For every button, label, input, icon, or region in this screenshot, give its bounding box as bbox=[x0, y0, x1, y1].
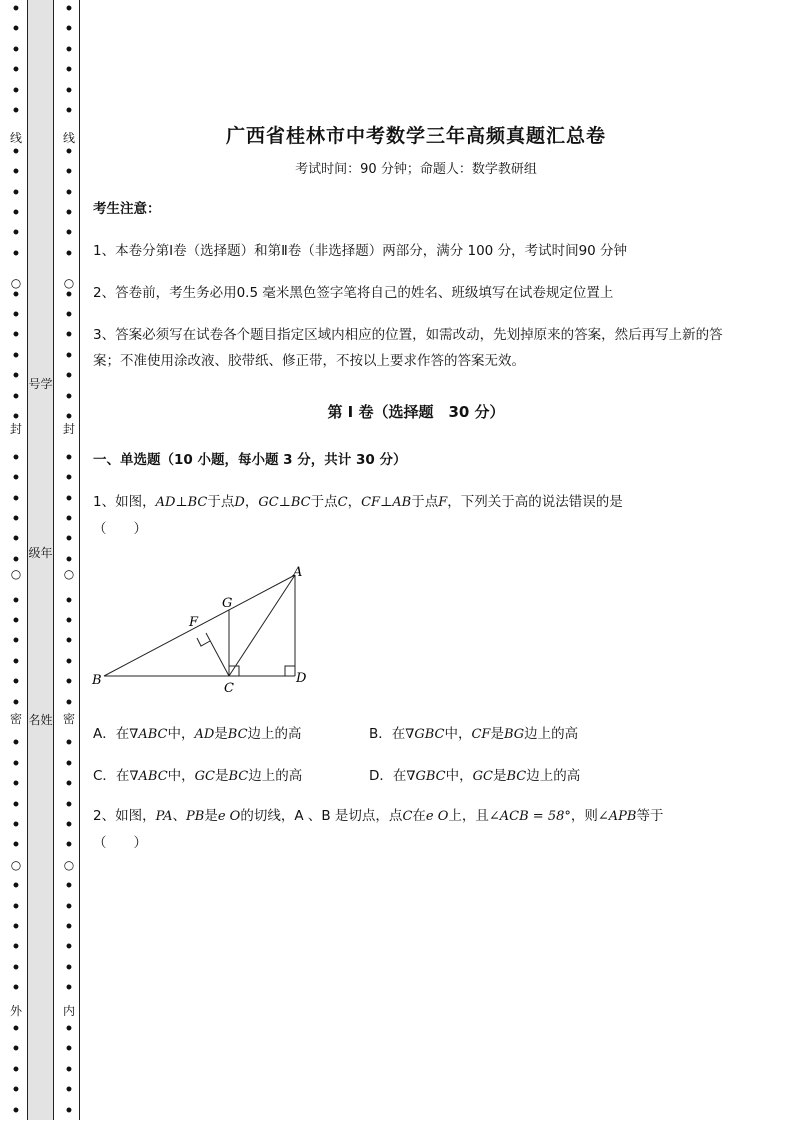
answer-blank: （ ） bbox=[93, 521, 147, 537]
seal-dot: • bbox=[11, 287, 21, 303]
seal-dot: • bbox=[11, 776, 21, 792]
seal-dot: • bbox=[64, 389, 74, 405]
q2-text: 在 bbox=[412, 808, 426, 824]
option-text: 中， bbox=[445, 768, 473, 784]
option-math: BC bbox=[506, 769, 527, 784]
option-math: GC bbox=[472, 769, 493, 784]
seal-dot: • bbox=[64, 1103, 74, 1119]
section-title: 第 I 卷（选择题 30 分） bbox=[327, 403, 505, 421]
notice-item: 3、答案必须写在试卷各个题目指定区域内相应的位置，如需改动，先划掉原来的答案，然后再写上新的答案；不准使用涂改液、胶带纸、修正带，不按以上要求作答的答案无效。 bbox=[93, 327, 723, 369]
seal-dot: • bbox=[11, 83, 21, 99]
q1-text: ， bbox=[347, 494, 362, 510]
seal-dot: • bbox=[11, 1, 21, 17]
option-math: AD bbox=[194, 727, 215, 742]
seal-dot: • bbox=[11, 1041, 21, 1057]
seal-dot: • bbox=[64, 287, 74, 303]
seal-dot: • bbox=[11, 389, 21, 405]
seal-dot: • bbox=[64, 980, 74, 996]
option-text: 是 bbox=[214, 726, 228, 742]
q1-text: 1、如图， bbox=[93, 494, 156, 510]
notice-item: 1、本卷分第Ⅰ卷（选择题）和第Ⅱ卷（非选择题）两部分，满分 100 分，考试时间90 分钟 bbox=[93, 243, 628, 259]
seal-dot: • bbox=[64, 470, 74, 486]
seal-dot: • bbox=[64, 103, 74, 119]
seal-dot: • bbox=[64, 348, 74, 364]
seal-dot: • bbox=[11, 1103, 21, 1119]
q2-math: PB bbox=[186, 809, 205, 824]
q2-math: ∠APB bbox=[597, 809, 637, 824]
student-number-label: 号学 bbox=[28, 377, 53, 391]
seal-dot: • bbox=[64, 368, 74, 384]
q2-math: C bbox=[402, 809, 413, 824]
seal-dot: • bbox=[11, 21, 21, 37]
seal-dot: • bbox=[64, 1, 74, 17]
q2-math: e O bbox=[217, 809, 241, 824]
seal-dot: • bbox=[11, 42, 21, 58]
seal-dot: • bbox=[64, 62, 74, 78]
seal-dot: • bbox=[64, 654, 74, 670]
name-label: 名姓 bbox=[28, 713, 53, 727]
seal-dot: • bbox=[64, 633, 74, 649]
label-f: F bbox=[189, 615, 199, 630]
seal-dot: • bbox=[11, 205, 21, 221]
segment-ab bbox=[104, 575, 295, 676]
seal-dot: • bbox=[11, 491, 21, 507]
option-text: 中， bbox=[167, 768, 195, 784]
seal-dot: • bbox=[64, 1021, 74, 1037]
q2-text: 2、如图， bbox=[93, 808, 156, 824]
option-d[interactable] bbox=[369, 764, 580, 784]
seal-dot: • bbox=[11, 899, 21, 915]
seal-circle: ○ bbox=[10, 567, 22, 581]
seal-mark: 内 bbox=[63, 1004, 76, 1018]
option-text: 边上的高 bbox=[247, 726, 302, 742]
seal-circle: ○ bbox=[63, 858, 75, 872]
seal-dot: • bbox=[64, 409, 74, 425]
seal-dot: • bbox=[11, 837, 21, 853]
seal-dot: • bbox=[64, 225, 74, 241]
q1-math: D bbox=[234, 495, 245, 510]
seal-dot: • bbox=[64, 593, 74, 609]
seal-mark: 线 bbox=[10, 131, 23, 145]
option-text: 中， bbox=[167, 726, 195, 742]
q2-text: 、 bbox=[172, 808, 187, 824]
seal-dot: • bbox=[11, 368, 21, 384]
seal-mark: 封 bbox=[10, 422, 23, 436]
segment-cf bbox=[206, 633, 229, 676]
seal-dot: • bbox=[64, 960, 74, 976]
seal-dot: • bbox=[11, 246, 21, 262]
option-text: 边上的高 bbox=[524, 726, 579, 742]
option-math: ∇ABC bbox=[129, 727, 168, 742]
seal-dot: • bbox=[11, 1082, 21, 1098]
option-math: BC bbox=[227, 727, 248, 742]
seal-dot: • bbox=[11, 919, 21, 935]
seal-dot: • bbox=[11, 1021, 21, 1037]
seal-dot: • bbox=[11, 450, 21, 466]
seal-dot: • bbox=[11, 735, 21, 751]
seal-dot: • bbox=[64, 695, 74, 711]
q1-math: F bbox=[438, 495, 448, 510]
label-b: B bbox=[92, 673, 102, 688]
seal-dot: • bbox=[64, 735, 74, 751]
seal-dot: • bbox=[11, 817, 21, 833]
q1-text: ，下列关于高的说法错误的是 bbox=[447, 494, 623, 510]
label-d: D bbox=[296, 671, 307, 686]
seal-mark: 线 bbox=[63, 131, 76, 145]
seal-dot: • bbox=[64, 817, 74, 833]
seal-dot: • bbox=[11, 103, 21, 119]
option-text: 中， bbox=[444, 726, 472, 742]
seal-dot: • bbox=[64, 1082, 74, 1098]
option-text: C．在 bbox=[93, 768, 130, 784]
seal-dot: • bbox=[64, 552, 74, 568]
option-text: 边上的高 bbox=[526, 768, 581, 784]
seal-mark: 外 bbox=[10, 1004, 23, 1018]
seal-dot: • bbox=[64, 327, 74, 343]
seal-dot: • bbox=[11, 756, 21, 772]
seal-dot: • bbox=[64, 511, 74, 527]
seal-dot: • bbox=[64, 1041, 74, 1057]
q1-text: 于点 bbox=[310, 494, 338, 510]
option-text: 是 bbox=[215, 768, 229, 784]
seal-dot: • bbox=[11, 185, 21, 201]
seal-dot: • bbox=[64, 878, 74, 894]
seal-dot: • bbox=[11, 531, 21, 547]
option-text: A．在 bbox=[93, 726, 130, 742]
option-math: CF bbox=[471, 727, 491, 742]
option-math: ∇GBC bbox=[406, 769, 446, 784]
seal-dot: • bbox=[64, 144, 74, 160]
q2-text: ，则 bbox=[570, 808, 598, 824]
seal-dot: • bbox=[64, 21, 74, 37]
seal-dot: • bbox=[11, 695, 21, 711]
seal-circle: ○ bbox=[63, 567, 75, 581]
seal-dot: • bbox=[64, 83, 74, 99]
seal-mark: 封 bbox=[63, 422, 76, 436]
q1-math: C bbox=[337, 495, 348, 510]
q2-math: PA bbox=[155, 809, 173, 824]
option-c[interactable] bbox=[93, 764, 302, 784]
option-b[interactable] bbox=[369, 722, 578, 742]
option-text: B．在 bbox=[369, 726, 406, 742]
seal-dot: • bbox=[11, 307, 21, 323]
q1-math: CF⊥AB bbox=[361, 495, 412, 510]
seal-dot: • bbox=[11, 633, 21, 649]
q2-text: 等于 bbox=[636, 808, 664, 824]
seal-dot: • bbox=[64, 42, 74, 58]
seal-dot: • bbox=[11, 327, 21, 343]
binding-border-line bbox=[79, 0, 80, 1120]
option-a[interactable] bbox=[93, 722, 302, 742]
part-heading: 一、单选题（10 小题，每小题 3 分，共计 30 分） bbox=[93, 452, 407, 468]
seal-dot: • bbox=[64, 837, 74, 853]
q1-math: AD⊥BC bbox=[155, 495, 208, 510]
notice-heading: 考生注意： bbox=[93, 201, 161, 217]
seal-dot: • bbox=[11, 552, 21, 568]
seal-dot: • bbox=[64, 205, 74, 221]
seal-dot: • bbox=[64, 491, 74, 507]
seal-dot: • bbox=[11, 980, 21, 996]
option-math: BC bbox=[228, 769, 249, 784]
label-c: C bbox=[224, 681, 234, 696]
seal-dot: • bbox=[64, 919, 74, 935]
q2-text: 是 bbox=[204, 808, 218, 824]
seal-dot: • bbox=[11, 1062, 21, 1078]
seal-dot: • bbox=[11, 939, 21, 955]
inner-seal-column bbox=[63, 0, 75, 1120]
q1-text: 于点 bbox=[411, 494, 439, 510]
seal-dot: • bbox=[11, 348, 21, 364]
seal-dot: • bbox=[64, 939, 74, 955]
seal-dot: • bbox=[64, 1062, 74, 1078]
q1-text: 于点 bbox=[207, 494, 235, 510]
seal-dot: • bbox=[64, 899, 74, 915]
seal-dot: • bbox=[11, 654, 21, 670]
q2-math: ∠ACB = 58° bbox=[488, 809, 571, 824]
seal-dot: • bbox=[11, 878, 21, 894]
triangle-figure bbox=[90, 560, 320, 700]
option-math: BG bbox=[503, 727, 525, 742]
q2-text: 上，且 bbox=[448, 808, 489, 824]
seal-dot: • bbox=[11, 511, 21, 527]
seal-dot: • bbox=[11, 613, 21, 629]
seal-dot: • bbox=[64, 246, 74, 262]
label-a: A bbox=[293, 565, 303, 580]
seal-dot: • bbox=[64, 164, 74, 180]
segment-ac bbox=[229, 575, 295, 676]
seal-dot: • bbox=[64, 185, 74, 201]
seal-dot: • bbox=[11, 164, 21, 180]
answer-blank: （ ） bbox=[93, 835, 147, 851]
seal-dot: • bbox=[64, 450, 74, 466]
seal-dot: • bbox=[64, 776, 74, 792]
seal-dot: • bbox=[11, 62, 21, 78]
option-text: 是 bbox=[490, 726, 504, 742]
option-text: 边上的高 bbox=[248, 768, 303, 784]
q2-math: e O bbox=[425, 809, 449, 824]
seal-dot: • bbox=[64, 613, 74, 629]
seal-mark: 密 bbox=[63, 712, 76, 726]
option-math: ∇ABC bbox=[129, 769, 168, 784]
seal-dot: • bbox=[64, 531, 74, 547]
seal-circle: ○ bbox=[10, 858, 22, 872]
seal-dot: • bbox=[11, 144, 21, 160]
seal-circle: ○ bbox=[10, 276, 22, 290]
seal-dot: • bbox=[11, 409, 21, 425]
right-angle-f bbox=[197, 638, 210, 646]
seal-dot: • bbox=[11, 797, 21, 813]
seal-dot: • bbox=[64, 797, 74, 813]
seal-dot: • bbox=[64, 307, 74, 323]
seal-dot: • bbox=[64, 756, 74, 772]
seal-dot: • bbox=[11, 674, 21, 690]
outer-seal-column bbox=[10, 0, 22, 1120]
right-angle-d bbox=[285, 666, 295, 676]
q1-text: ， bbox=[244, 494, 259, 510]
q2-text: 的切线，A 、B 是切点，点 bbox=[240, 808, 403, 824]
seal-dot: • bbox=[11, 593, 21, 609]
seal-circle: ○ bbox=[63, 276, 75, 290]
seal-dot: • bbox=[11, 470, 21, 486]
option-text: D．在 bbox=[369, 768, 407, 784]
notice-item: 2、答卷前，考生务必用0.5 毫米黑色签字笔将自己的姓名、班级填写在试卷规定位置上 bbox=[93, 285, 614, 301]
seal-dot: • bbox=[11, 960, 21, 976]
question-1 bbox=[93, 489, 753, 542]
class-label: 级年 bbox=[28, 546, 53, 560]
option-math: ∇GBC bbox=[405, 727, 445, 742]
question-2 bbox=[93, 803, 753, 856]
label-g: G bbox=[222, 596, 233, 611]
page-title: 广西省桂林市中考数学三年高频真题汇总卷 bbox=[225, 125, 606, 147]
option-math: GC bbox=[194, 769, 215, 784]
option-text: 是 bbox=[492, 768, 507, 784]
seal-dot: • bbox=[11, 225, 21, 241]
q1-math: GC⊥BC bbox=[258, 495, 311, 510]
seal-dot: • bbox=[64, 674, 74, 690]
seal-mark: 密 bbox=[10, 712, 23, 726]
exam-info: 考试时间：90 分钟；命题人：数学教研组 bbox=[295, 162, 537, 177]
